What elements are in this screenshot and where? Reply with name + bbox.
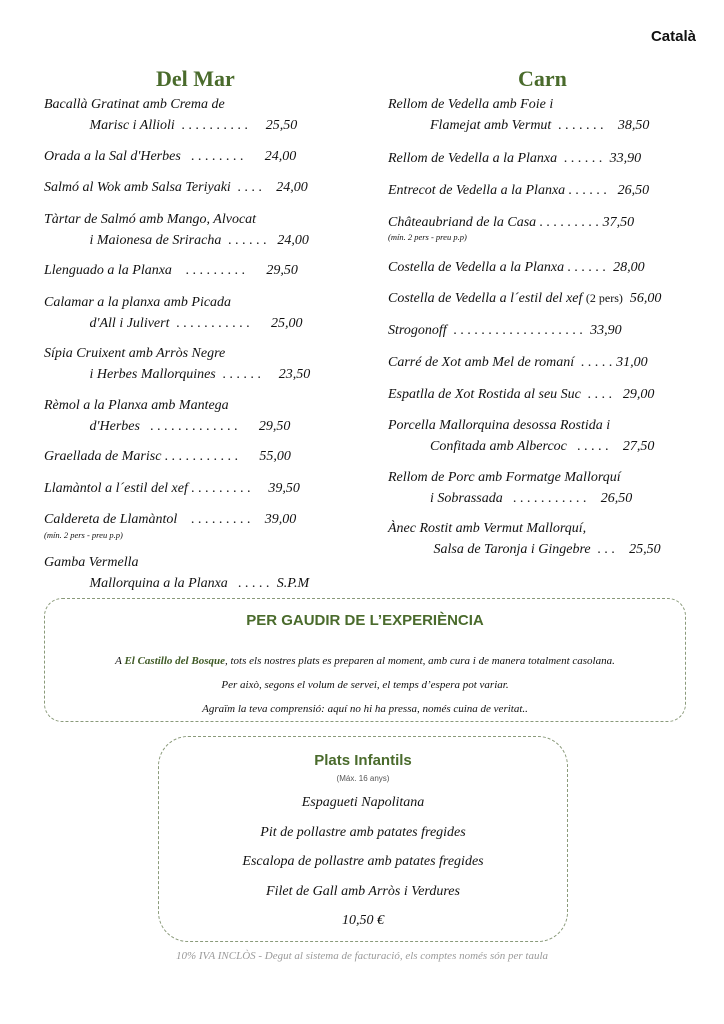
menu-item: Tàrtar de Salmó amb Mango, Alvocat i Maionesa de Sriracha . . . . . . 24,00 (44, 212, 309, 248)
menu-item: Entrecot de Vedella a la Planxa . . . . . . 26,50 (388, 183, 650, 198)
menu-item: Calamar a la planxa amb Picada d'All i Julivert . . . . . . . . . . . 25,00 (44, 295, 303, 331)
menu-item: Caldereta de Llamàntol . . . . . . . . . 39,00 (44, 512, 297, 527)
kids-item: Filet de Gall amb Arròs i Verdures (266, 884, 460, 899)
menu-item: Llamàntol a l´estil del xef . . . . . . . . . 39,50 (44, 481, 300, 496)
menu-item: Espatlla de Xot Rostida al seu Suc . . . . 29,00 (388, 387, 655, 402)
kids-item: Escalopa de pollastre amb patates fregides (242, 854, 484, 869)
item-note: (mín. 2 pers - preu p.p) (388, 232, 467, 242)
section-title-mar: Del Mar (156, 66, 235, 91)
menu-item: Rellom de Vedella a la Planxa . . . . . . 33,90 (388, 151, 642, 166)
footer-note: 10% IVA INCLÒS - Degut al sistema de facturació, els comptes només són per taula (175, 950, 549, 962)
menu-item: Gamba Vermella Mallorquina a la Planxa . . . . . S.P.M (44, 555, 310, 591)
experience-paragraph: Per això, segons el volum de servei, el temps d’espera pot variar. (221, 679, 509, 691)
menu-item: Rellom de Vedella amb Foie i Flamejat amb Vermut . . . . . . . 38,50 (388, 97, 650, 133)
menu-item: Graellada de Marisc . . . . . . . . . . . 55,00 (44, 449, 291, 464)
restaurant-name: El Castillo del Bosque (124, 655, 225, 667)
menu-item: Llenguado a la Planxa . . . . . . . . . 29,50 (44, 263, 298, 278)
item-note: (mín. 2 pers - preu p.p) (44, 530, 123, 540)
kids-menu-subtitle: (Máx. 16 anys) (336, 774, 390, 783)
kids-item: Espagueti Napolitana (301, 795, 425, 810)
menu-item: Rellom de Porc amb Formatge Mallorquí i Sobrassada . . . . . . . . . . . 26,50 (388, 470, 633, 506)
menu-item: Ànec Rostit amb Vermut Mallorquí, Salsa de Taronja i Gingebre . . . 25,50 (388, 521, 661, 557)
menu-item: Costella de Vedella a la Planxa . . . . . . 28,00 (388, 260, 645, 275)
section-title-carn: Carn (518, 66, 567, 91)
kids-item: Pit de pollastre amb patates fregides (260, 825, 466, 840)
menu-item: Orada a la Sal d'Herbes . . . . . . . . 24,00 (44, 149, 297, 164)
menu-item: Bacallà Gratinat amb Crema de Marisc i Allioli . . . . . . . . . . 25,50 (44, 97, 298, 133)
menu-item: Salmó al Wok amb Salsa Teriyaki . . . . 24,00 (44, 180, 308, 195)
menu-item: Châteaubriand de la Casa . . . . . . . . . 37,50 (388, 215, 635, 230)
experience-paragraph: Agraïm la teva comprensió: aquí no hi ha pressa, només cuina de veritat.. (202, 703, 528, 715)
experience-title: PER GAUDIR DE L’EXPERIÈNCIA (246, 612, 484, 629)
menu-item: Strogonoff . . . . . . . . . . . . . . . . . . . 33,90 (388, 323, 622, 338)
menu-item: Carré de Xot amb Mel de romaní . . . . . 31,00 (388, 355, 648, 370)
experience-paragraph: A El Castillo del Bosque, tots els nostres plats es preparen al moment, amb cura i de manera totalment casolana. (115, 655, 615, 667)
menu-item: Sípia Cruixent amb Arròs Negre i Herbes Mallorquines . . . . . . 23,50 (44, 346, 311, 382)
menu-item: Costella de Vedella a l´estil del xef (2 pers) 56,00 (388, 291, 662, 306)
menu-item: Porcella Mallorquina desossa Rostida i Confitada amb Albercoc . . . . . 27,50 (388, 418, 655, 454)
kids-menu-title: Plats Infantils (314, 752, 412, 769)
menu-item: Rèmol a la Planxa amb Mantega d'Herbes . . . . . . . . . . . . . 29,50 (44, 398, 291, 434)
language-label: Català (650, 28, 696, 45)
kids-price: 10,50 € (342, 913, 384, 928)
